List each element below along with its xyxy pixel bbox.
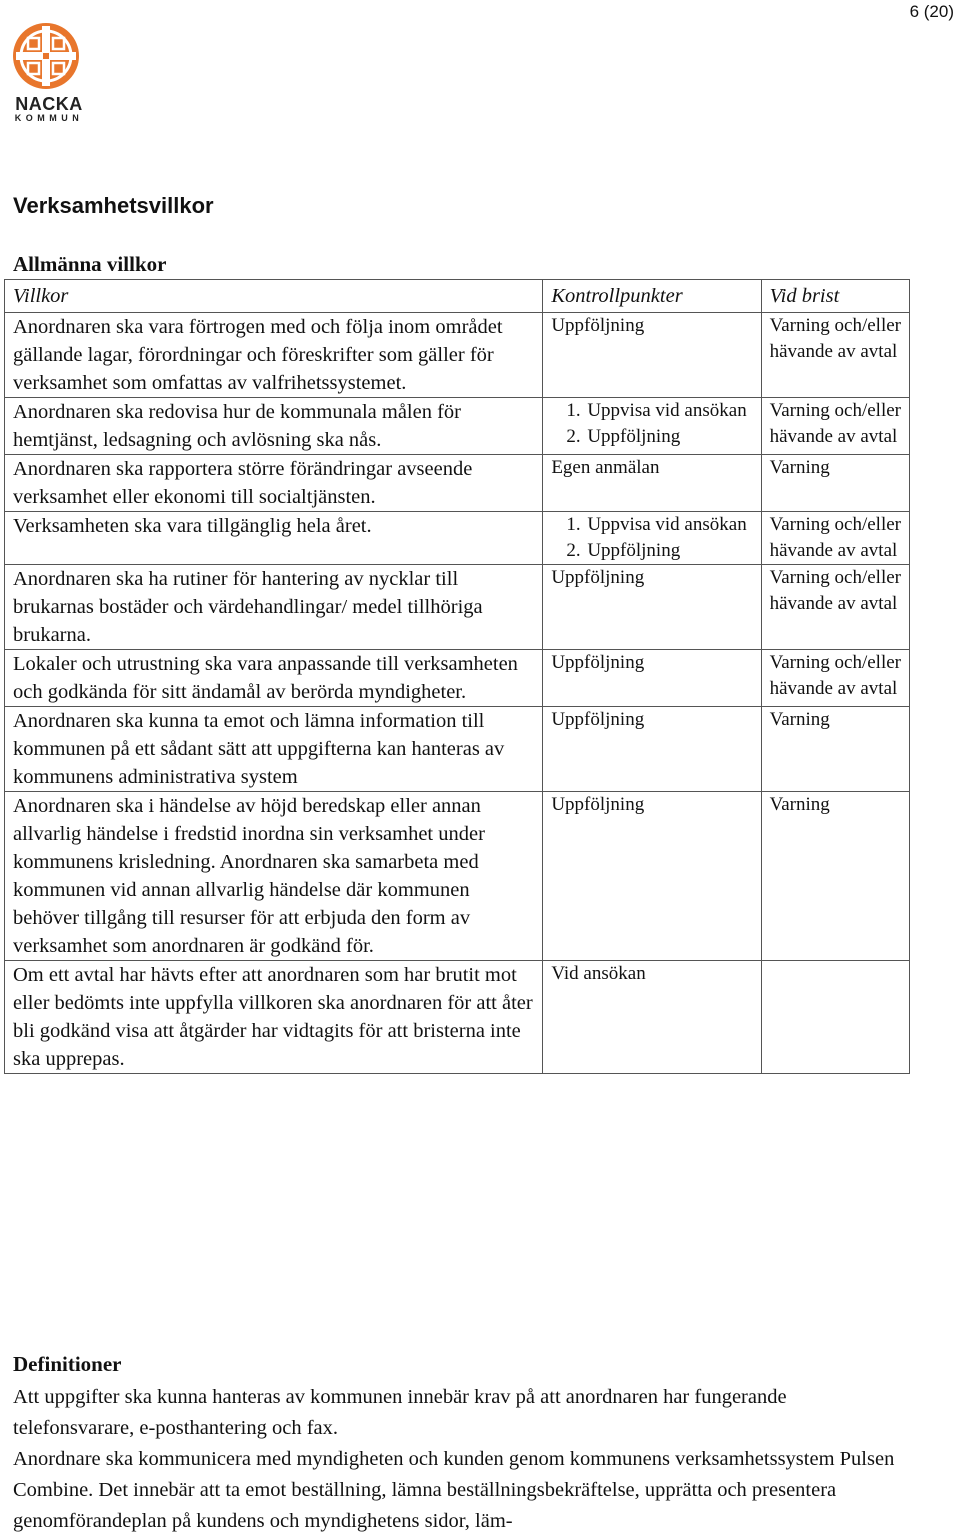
villkor-cell: Anordnaren ska kunna ta emot och lämna information till kommunen på ett sådant sätt att uppgifterna kan hanteras av kommunens administrativa system (5, 707, 543, 792)
kontroll-cell: Egen anmälan (543, 455, 761, 512)
villkor-cell: Anordnaren ska redovisa hur de kommunala målen för hemtjänst, ledsagning och avlösning ska nås. (5, 398, 543, 455)
villkor-cell: Anordnaren ska i händelse av höjd beredskap eller annan allvarlig händelse i fredstid inordna sin verksamhet under kommunens krisledning. Anordnaren ska samarbeta med kommunen vid annan allvarlig händelse där kommunen behöver tillgång till resurser för att erbjuda den form av verksamhet som anordnaren är godkänd för. (5, 792, 543, 961)
table-row (5, 455, 910, 512)
conditions-table (4, 279, 910, 1074)
header-vid-brist: Vid brist (761, 280, 909, 313)
section-title: Allmänna villkor (13, 252, 167, 276)
definitions-body (13, 1382, 903, 1537)
brist-cell: Varning och/eller hävande av avtal (761, 512, 909, 565)
logo-name: NACKA (15, 94, 83, 114)
brist-cell: Varning (761, 792, 909, 961)
kontroll-cell: Uppföljning (543, 792, 761, 961)
table-header-row (5, 280, 910, 313)
logo-subtitle: KOMMUN (14, 113, 84, 123)
villkor-cell: Om ett avtal har hävts efter att anordnaren som har brutit mot eller bedömts inte uppfylla villkoren ska anordnaren för att åter bli godkänd visa att åtgärder har vidtagits för att bristerna inte ska upprepas. (5, 961, 543, 1074)
kontroll-step: 2. Uppföljning (585, 424, 752, 450)
kontroll-cell: Uppföljning (543, 707, 761, 792)
kontroll-step: 1. Uppvisa vid ansökan (585, 512, 752, 538)
page-number: 6 (20) (909, 2, 954, 21)
definitions-title: Definitioner (13, 1352, 122, 1376)
table-row (5, 565, 910, 650)
brist-cell: Varning och/eller hävande av avtal (761, 650, 909, 707)
table-row (5, 792, 910, 961)
table-row (5, 707, 910, 792)
brist-cell: Varning och/eller hävande av avtal (761, 313, 909, 398)
brist-cell (761, 961, 909, 1074)
kontroll-cell: Vid ansökan (543, 961, 761, 1074)
villkor-cell: Anordnaren ska vara förtrogen med och följa inom området gällande lagar, förordningar och föreskrifter som gäller för verksamhet som omfattas av valfrihetssystemet. (5, 313, 543, 398)
villkor-cell: Anordnaren ska ha rutiner för hantering av nycklar till brukarnas bostäder och värdehandlingar/ medel tillhöriga brukarna. (5, 565, 543, 650)
villkor-cell: Lokaler och utrustning ska vara anpassande till verksamheten och godkända för sitt ändamål av berörda myndigheter. (5, 650, 543, 707)
page-title: Verksamhetsvillkor (13, 193, 214, 218)
table-row (5, 313, 910, 398)
header-villkor: Villkor (5, 280, 543, 313)
brist-cell: Varning (761, 455, 909, 512)
villkor-cell: Anordnaren ska rapportera större förändringar avseende verksamhet eller ekonomi till socialtjänsten. (5, 455, 543, 512)
kontroll-cell: Uppföljning (543, 650, 761, 707)
table-row (5, 512, 910, 565)
brist-cell: Varning och/eller hävande av avtal (761, 398, 909, 455)
kontroll-step: 2. Uppföljning (585, 538, 752, 564)
header-kontrollpunkter: Kontrollpunkter (543, 280, 761, 313)
crest-icon (10, 20, 82, 92)
brist-cell: Varning och/eller hävande av avtal (761, 565, 909, 650)
kontroll-step: 1. Uppvisa vid ansökan (585, 398, 752, 424)
brist-cell: Varning (761, 707, 909, 792)
definitions-paragraph: Att uppgifter ska kunna hanteras av kommunen innebär krav på att anordnaren har fungerande telefonsvarare, e-posthantering och fax. (13, 1386, 787, 1439)
municipality-logo (10, 20, 90, 124)
table-row (5, 961, 910, 1074)
table-row (5, 398, 910, 455)
kontroll-cell (543, 398, 761, 455)
kontroll-cell: Uppföljning (543, 313, 761, 398)
definitions-paragraph: Anordnare ska kommunicera med myndigheten och kunden genom kommunens verksamhetssystem Pulsen Combine. Det innebär att ta emot beställning, lämna beställningsbekräftelse, upprätta och presentera genomförandeplan på kundens och myndighetens sidor, läm- (13, 1448, 895, 1532)
kontroll-cell (543, 512, 761, 565)
table-row (5, 650, 910, 707)
kontroll-cell: Uppföljning (543, 565, 761, 650)
villkor-cell: Verksamheten ska vara tillgänglig hela året. (5, 512, 543, 565)
